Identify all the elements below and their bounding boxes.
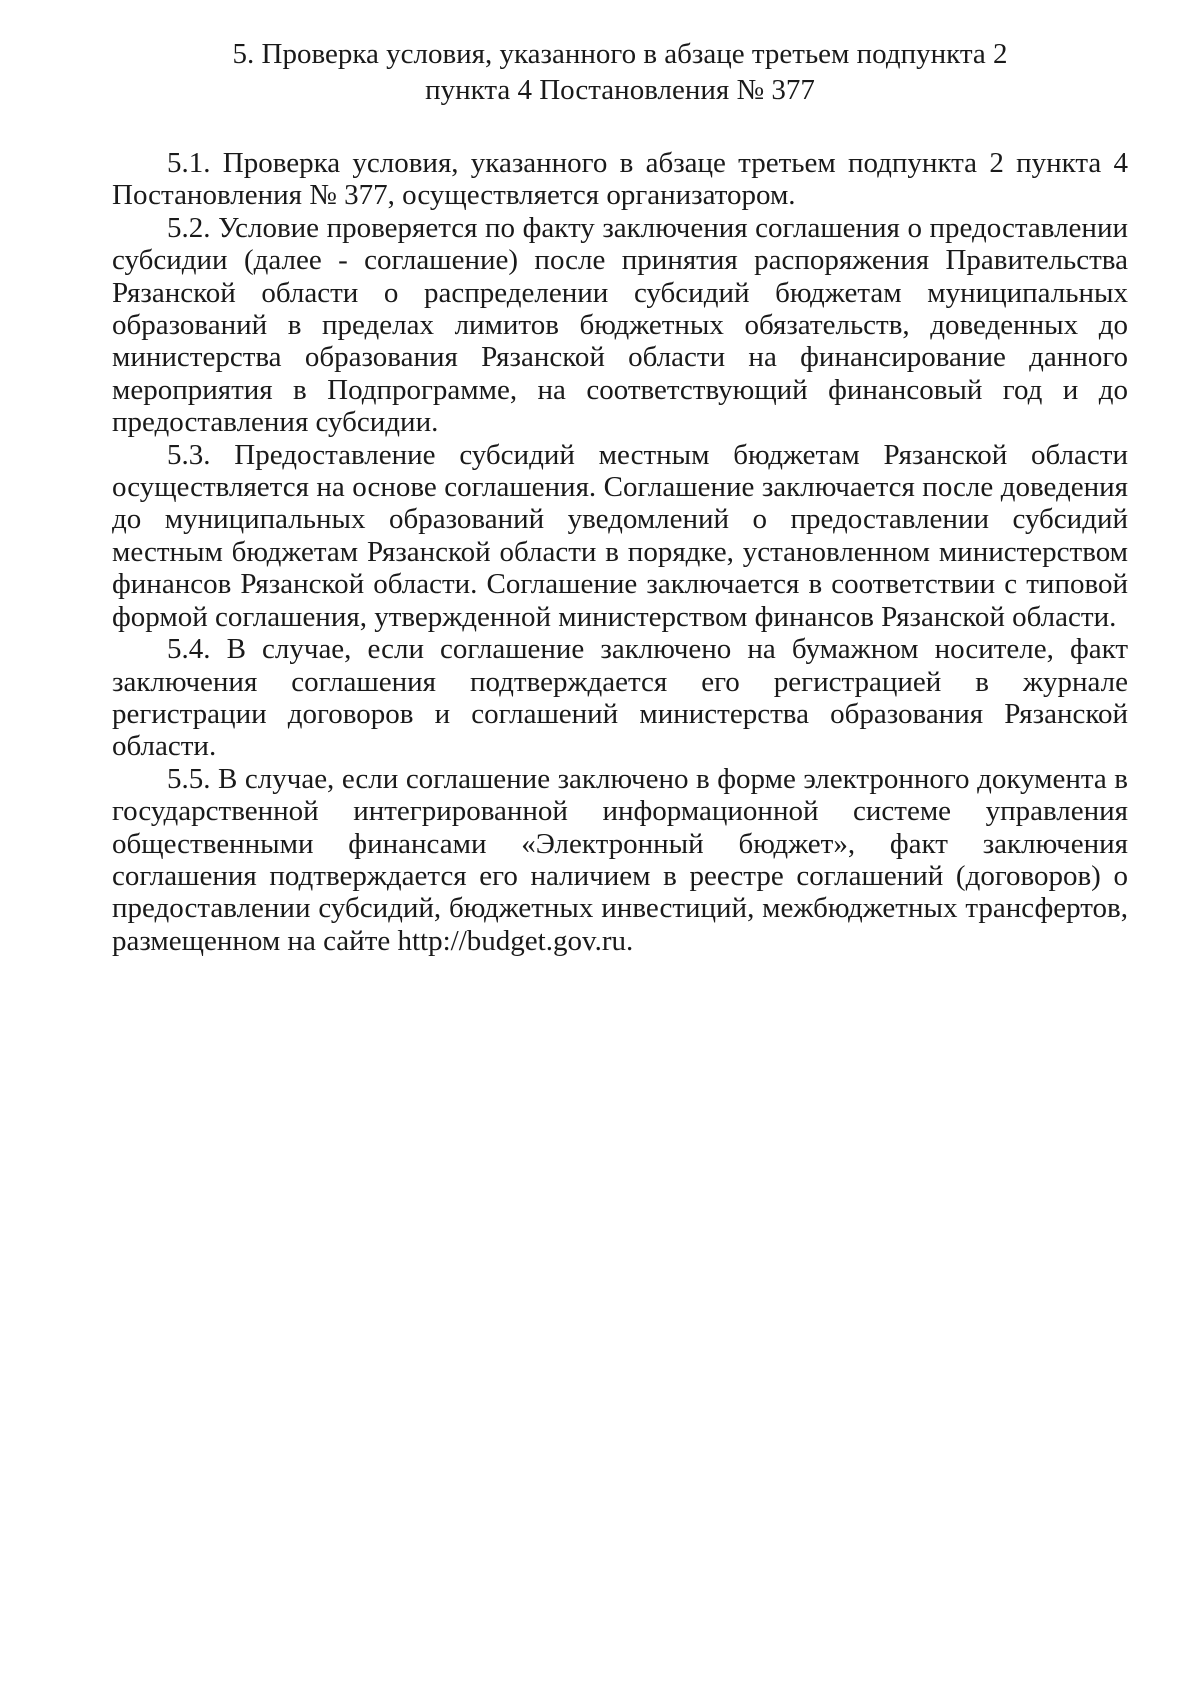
section-heading xyxy=(140,36,1100,108)
paragraph-5-3: 5.3. Предоставление субсидий местным бюджетам Рязанской области осуществляется на основе соглашения. Соглашение заключается после доведения до муниципальных образований уведомлений о предоставлении субсидий местным бюджетам Рязанской области в порядке, установленном министерством финансов Рязанской области. Соглашение заключается в соответствии с типовой формой соглашения, утвержденной министерством финансов Рязанской области. xyxy=(112,438,1128,633)
paragraph-5-1: 5.1. Проверка условия, указанного в абзаце третьем подпункта 2 пункта 4 Постановления № 377, осуществляется организатором. xyxy=(112,147,1128,212)
section-heading-line-1: 5. Проверка условия, указанного в абзаце третьем подпункта 2 xyxy=(232,38,1008,70)
document-body xyxy=(112,147,1128,957)
paragraph-5-5: 5.5. В случае, если соглашение заключено в форме электронного документа в государственной интегрированной информационной системе управления общественными финансами «Электронный бюджет», факт заключения соглашения подтверждается его наличием в реестре соглашений (договоров) о предоставлении субсидий, бюджетных инвестиций, межбюджетных трансфертов, размещенном на сайте http://budget.gov.ru. xyxy=(112,762,1128,957)
section-heading-line-2: пункта 4 Постановления № 377 xyxy=(425,74,815,106)
paragraph-5-4: 5.4. В случае, если соглашение заключено на бумажном носителе, факт заключения соглашения подтверждается его регистрацией в журнале регистрации договоров и соглашений министерства образования Рязанской области. xyxy=(112,633,1128,763)
paragraph-5-2: 5.2. Условие проверяется по факту заключения соглашения о предоставлении субсидии (далее - соглашение) после принятия распоряжения Правительства Рязанской области о распределении субсидий бюджетам муниципальных образований в пределах лимитов бюджетных обязательств, доведенных до министерства образования Рязанской области на финансирование данного мероприятия в Подпрограмме, на соответствующий финансовый год и до предоставления субсидии. xyxy=(112,211,1128,439)
